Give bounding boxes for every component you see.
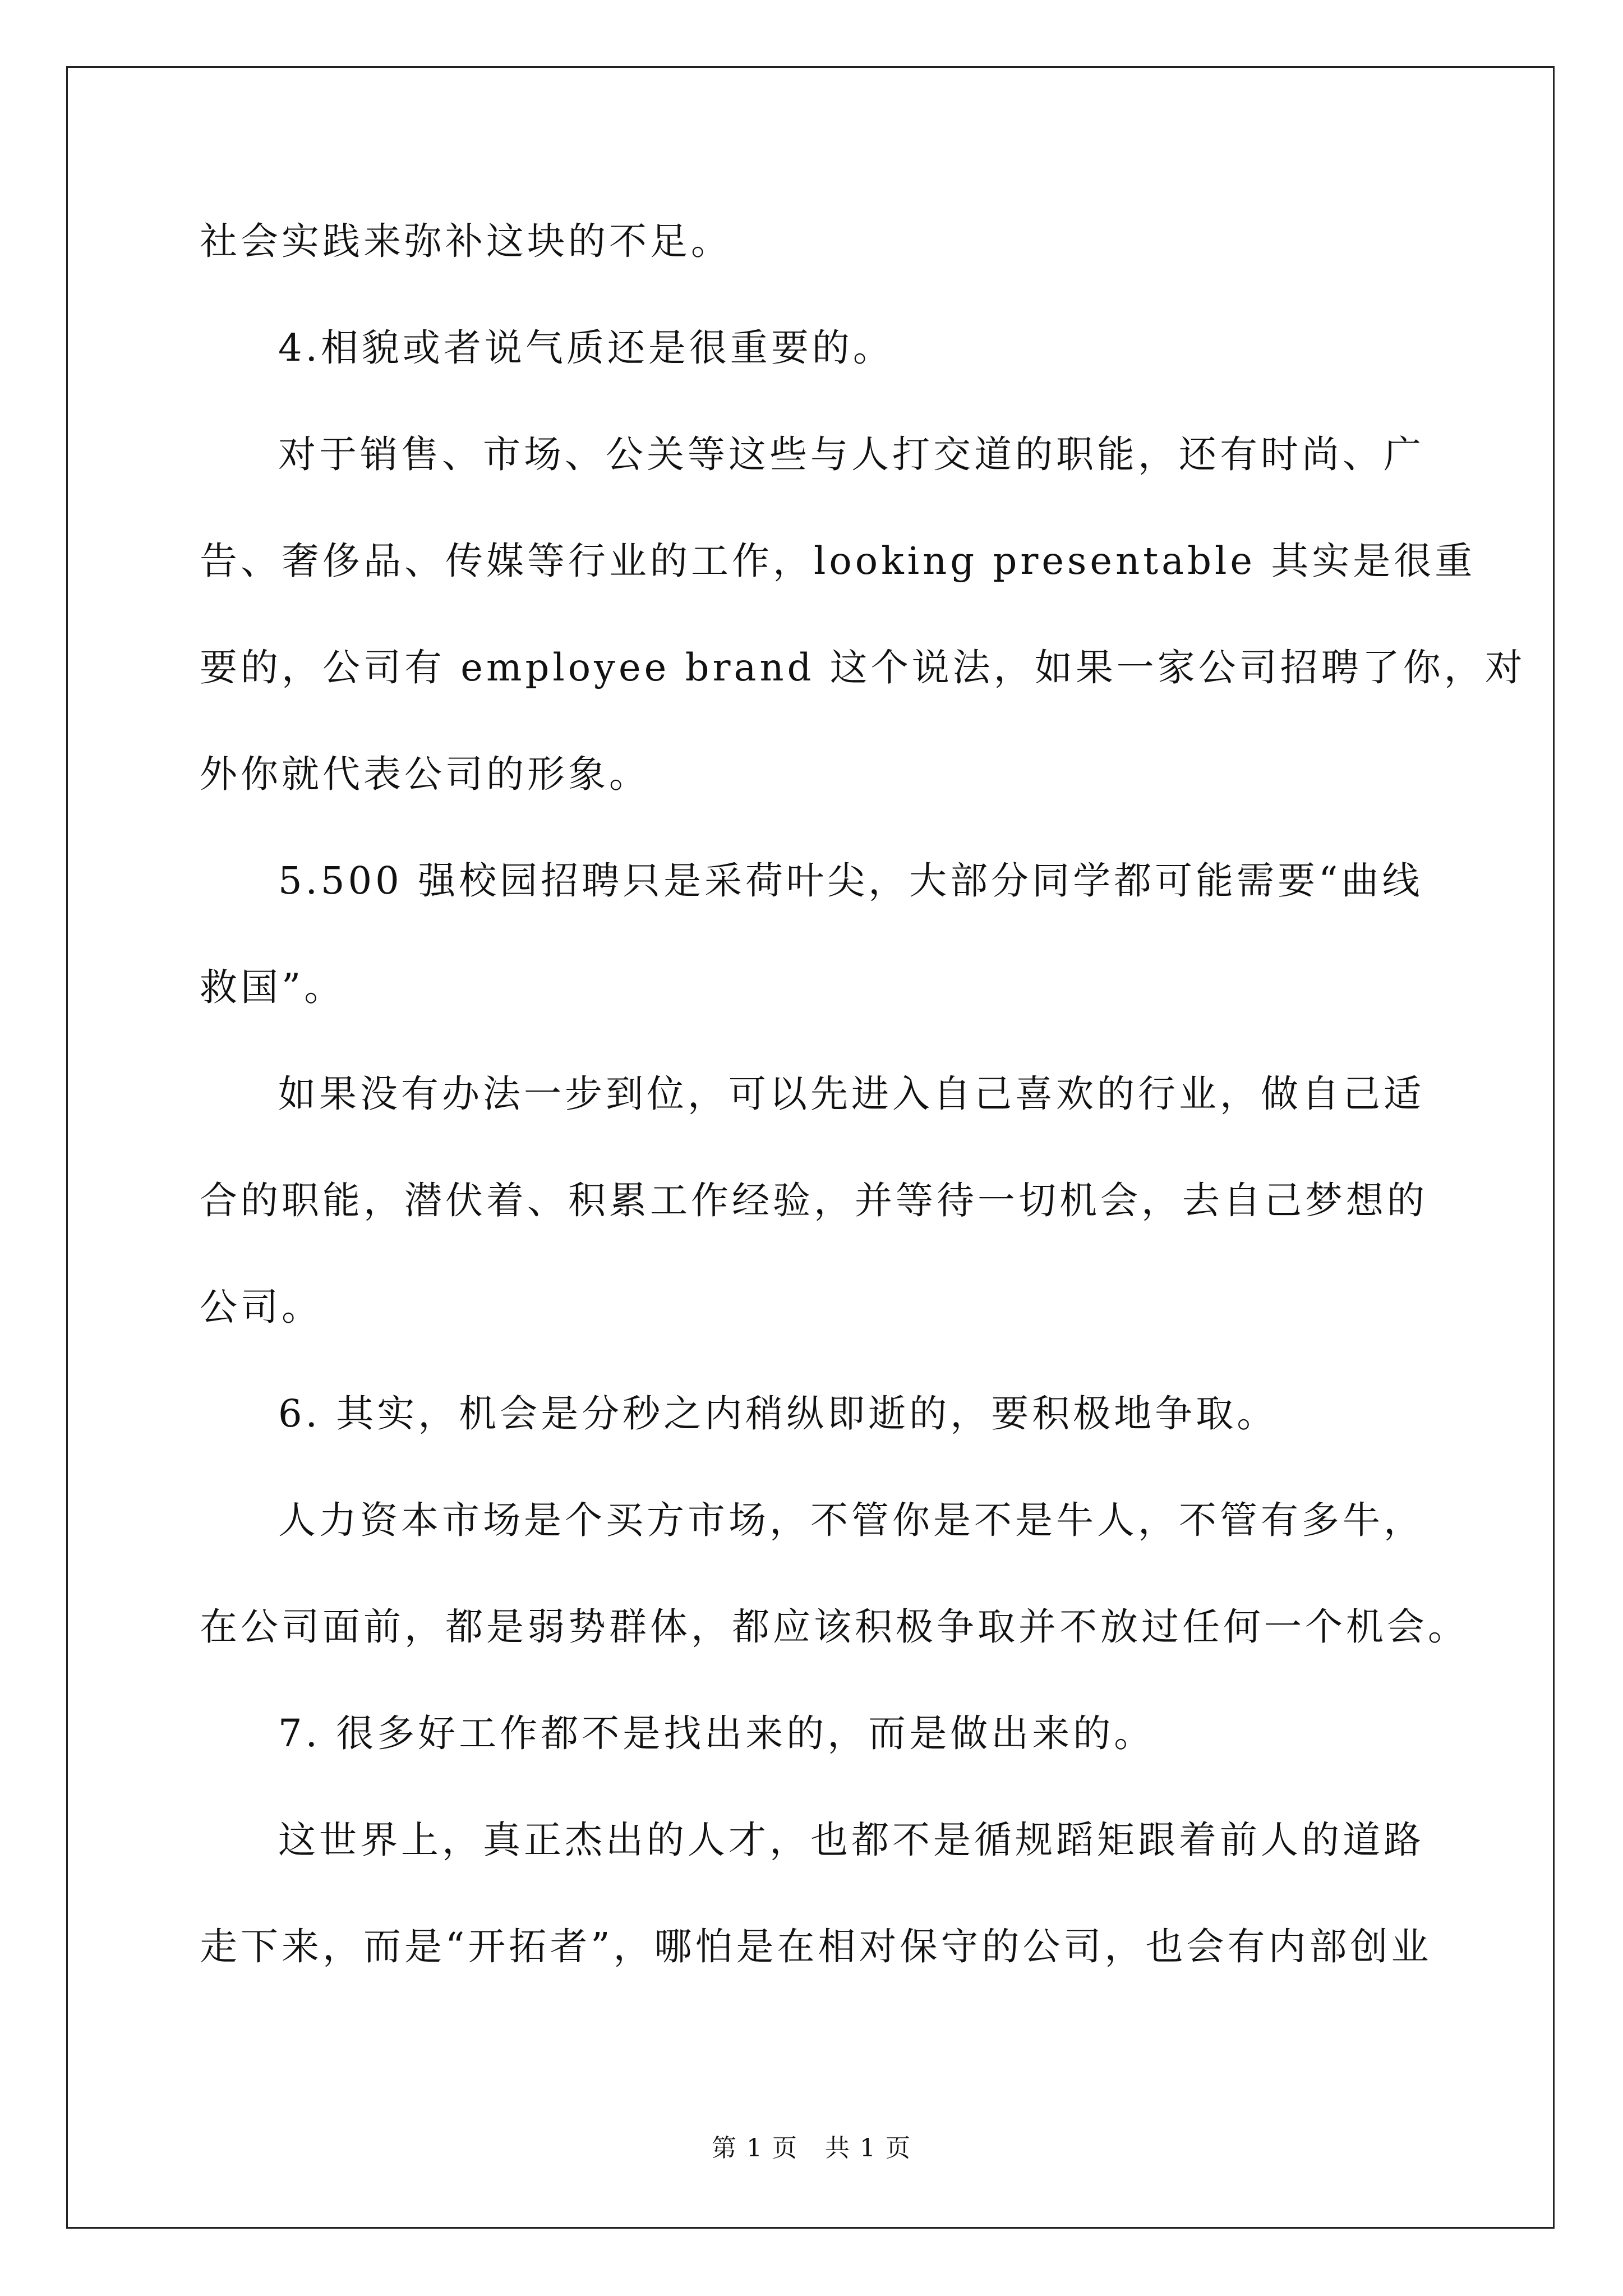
text-line: 外你就代表公司的形象。 (200, 752, 650, 796)
text-line: 5.500 强校园招聘只是采荷叶尖，大部分同学都可能需要“曲线 (278, 859, 1423, 903)
text-line: 如果没有办法一步到位，可以先进入自己喜欢的行业，做自己适 (278, 1072, 1424, 1116)
text-line: 在公司面前，都是弱势群体，都应该积极争取并不放过任何一个机会。 (200, 1605, 1469, 1649)
page-number: 第 1 页 (712, 2134, 798, 2162)
page-total: 共 1 页 (825, 2134, 911, 2162)
text-line: 6. 其实，机会是分秒之内稍纵即逝的，要积极地争取。 (278, 1392, 1278, 1435)
text-line: 合的职能，潜伏着、积累工作经验，并等待一切机会，去自己梦想的 (200, 1179, 1428, 1222)
text-line: 走下来，而是“开拓者”，哪怕是在相对保守的公司，也会有内部创业 (200, 1925, 1432, 1968)
text-line: 4.相貌或者说气质还是很重要的。 (278, 326, 894, 370)
text-line: 公司。 (200, 1285, 322, 1329)
text-line: 这世界上，真正杰出的人才，也都不是循规蹈矩跟着前人的道路 (278, 1818, 1424, 1862)
text-line: 7. 很多好工作都不是找出来的，而是做出来的。 (278, 1711, 1155, 1755)
text-line: 社会实践来弥补这块的不足。 (200, 219, 732, 263)
document-body (200, 213, 1526, 2025)
text-line: 人力资本市场是个买方市场，不管你是不是牛人，不管有多牛， (278, 1498, 1424, 1542)
text-line: 对于销售、市场、公关等这些与人打交道的职能，还有时尚、广 (278, 432, 1424, 476)
page-footer (0, 2132, 1623, 2165)
text-line: 救国”。 (200, 965, 345, 1009)
text-line: 告、奢侈品、传媒等行业的工作，looking presentable 其实是很重 (200, 539, 1476, 583)
text-line: 要的，公司有 employee brand 这个说法，如果一家公司招聘了你，对 (200, 646, 1526, 689)
